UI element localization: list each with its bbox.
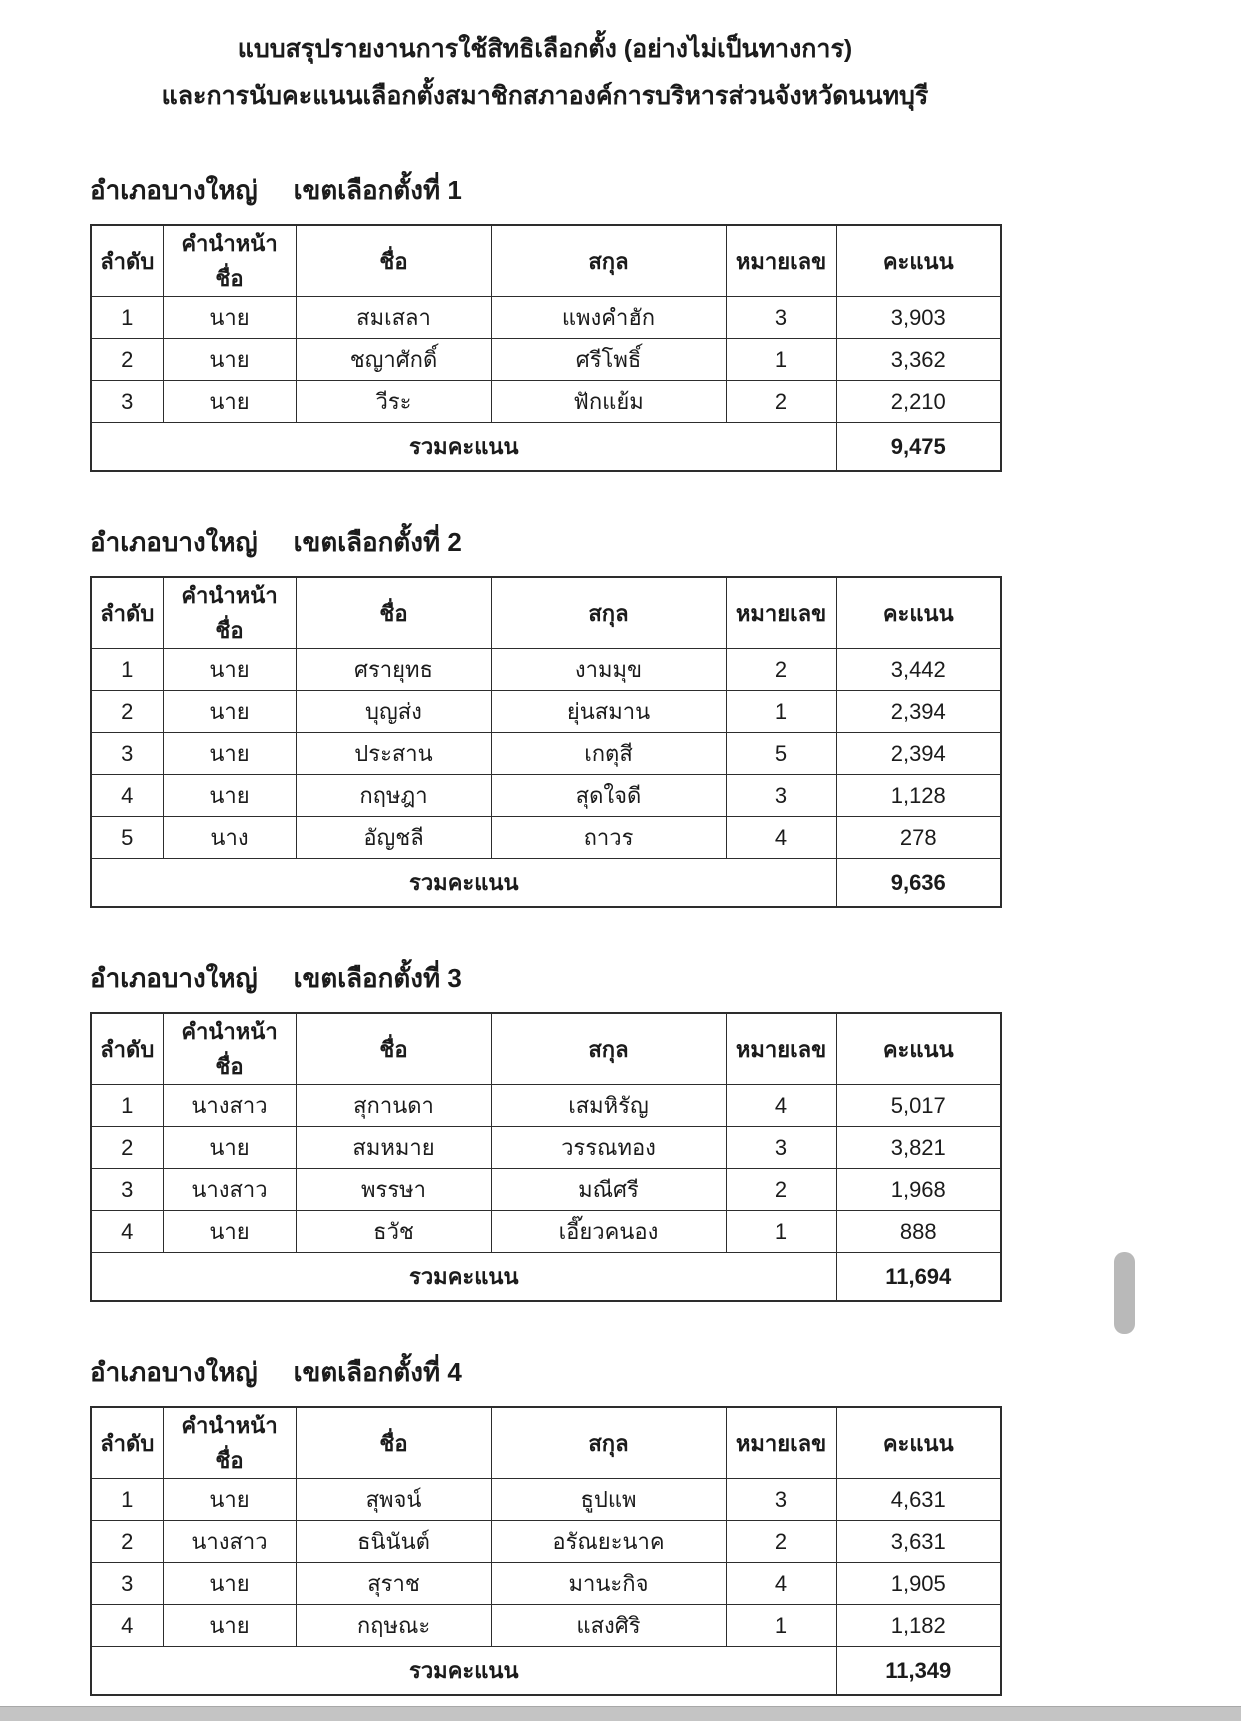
results-table xyxy=(90,224,1002,472)
column-header: หมายเลข xyxy=(726,577,836,649)
vertical-scrollbar-thumb[interactable] xyxy=(1114,1252,1135,1334)
cell-first-name: สุพจน์ xyxy=(296,1479,491,1521)
table-row xyxy=(91,733,1001,775)
cell-score: 5,017 xyxy=(836,1085,1001,1127)
cell-first-name: อัญชลี xyxy=(296,817,491,859)
column-header: สกุล xyxy=(491,225,726,297)
column-header: คำนำหน้าชื่อ xyxy=(163,1013,296,1085)
total-score: 11,694 xyxy=(836,1253,1001,1302)
cell-rank: 1 xyxy=(91,1085,163,1127)
table-row xyxy=(91,1521,1001,1563)
cell-first-name: กฤษณะ xyxy=(296,1605,491,1647)
cell-last-name: เสมหิรัญ xyxy=(491,1085,726,1127)
cell-last-name: มานะกิจ xyxy=(491,1563,726,1605)
cell-title-prefix: นาย xyxy=(163,1479,296,1521)
total-row xyxy=(91,423,1001,472)
district-sections xyxy=(90,172,1000,1696)
cell-last-name: วรรณทอง xyxy=(491,1127,726,1169)
cell-first-name: กฤษฎา xyxy=(296,775,491,817)
zone-name: เขตเลือกตั้งที่ 3 xyxy=(293,963,462,993)
cell-title-prefix: นาง xyxy=(163,817,296,859)
table-row xyxy=(91,1169,1001,1211)
column-header: คำนำหน้าชื่อ xyxy=(163,577,296,649)
cell-title-prefix: นางสาว xyxy=(163,1521,296,1563)
results-table xyxy=(90,576,1002,908)
cell-title-prefix: นาย xyxy=(163,1127,296,1169)
column-header: หมายเลข xyxy=(726,1013,836,1085)
column-header: สกุล xyxy=(491,577,726,649)
cell-rank: 2 xyxy=(91,691,163,733)
cell-last-name: อรัณยะนาค xyxy=(491,1521,726,1563)
cell-first-name: บุญส่ง xyxy=(296,691,491,733)
cell-score: 1,968 xyxy=(836,1169,1001,1211)
cell-last-name: มณีศรี xyxy=(491,1169,726,1211)
cell-candidate-number: 4 xyxy=(726,1563,836,1605)
zone-name: เขตเลือกตั้งที่ 4 xyxy=(293,1357,462,1387)
cell-title-prefix: นาย xyxy=(163,381,296,423)
zone-name: เขตเลือกตั้งที่ 2 xyxy=(293,527,462,557)
column-header: ชื่อ xyxy=(296,1013,491,1085)
cell-candidate-number: 3 xyxy=(726,775,836,817)
header-row xyxy=(91,1013,1001,1085)
column-header: คะแนน xyxy=(836,1013,1001,1085)
cell-rank: 4 xyxy=(91,1605,163,1647)
cell-candidate-number: 1 xyxy=(726,1211,836,1253)
cell-candidate-number: 2 xyxy=(726,1169,836,1211)
column-header: สกุล xyxy=(491,1013,726,1085)
column-header: คำนำหน้าชื่อ xyxy=(163,225,296,297)
total-score: 11,349 xyxy=(836,1647,1001,1696)
total-score: 9,636 xyxy=(836,859,1001,908)
table-row xyxy=(91,817,1001,859)
cell-score: 278 xyxy=(836,817,1001,859)
column-header: ลำดับ xyxy=(91,577,163,649)
header-row xyxy=(91,577,1001,649)
cell-last-name: แสงศิริ xyxy=(491,1605,726,1647)
cell-score: 3,442 xyxy=(836,649,1001,691)
cell-rank: 1 xyxy=(91,649,163,691)
cell-first-name: ศรายุทธ xyxy=(296,649,491,691)
table-row xyxy=(91,381,1001,423)
table-row xyxy=(91,1605,1001,1647)
cell-score: 3,903 xyxy=(836,297,1001,339)
cell-title-prefix: นาย xyxy=(163,775,296,817)
cell-last-name: เอี๊ยวคนอง xyxy=(491,1211,726,1253)
table-row xyxy=(91,691,1001,733)
cell-title-prefix: นาย xyxy=(163,297,296,339)
cell-title-prefix: นาย xyxy=(163,1605,296,1647)
total-row xyxy=(91,1647,1001,1696)
cell-score: 2,394 xyxy=(836,733,1001,775)
cell-score: 1,128 xyxy=(836,775,1001,817)
cell-rank: 1 xyxy=(91,297,163,339)
report-title-line1: แบบสรุปรายงานการใช้สิทธิเลือกตั้ง (อย่างไม่เป็นทางการ) xyxy=(237,35,853,63)
cell-first-name: สมหมาย xyxy=(296,1127,491,1169)
cell-score: 2,394 xyxy=(836,691,1001,733)
district-section-4 xyxy=(90,1354,1000,1696)
cell-candidate-number: 2 xyxy=(726,381,836,423)
cell-title-prefix: นาย xyxy=(163,339,296,381)
total-label: รวมคะแนน xyxy=(91,859,836,908)
cell-title-prefix: นาย xyxy=(163,1563,296,1605)
cell-first-name: ชญาศักดิ์ xyxy=(296,339,491,381)
cell-score: 4,631 xyxy=(836,1479,1001,1521)
cell-first-name: พรรษา xyxy=(296,1169,491,1211)
district-section-1 xyxy=(90,172,1000,472)
cell-last-name: ถาวร xyxy=(491,817,726,859)
header-row xyxy=(91,1407,1001,1479)
total-row xyxy=(91,859,1001,908)
header-row xyxy=(91,225,1001,297)
cell-score: 1,182 xyxy=(836,1605,1001,1647)
cell-last-name: งามมุข xyxy=(491,649,726,691)
cell-candidate-number: 3 xyxy=(726,1479,836,1521)
cell-candidate-number: 3 xyxy=(726,297,836,339)
table-row xyxy=(91,649,1001,691)
cell-score: 2,210 xyxy=(836,381,1001,423)
district-name: อำเภอบางใหญ่ xyxy=(90,963,258,993)
cell-last-name: ธูปแพ xyxy=(491,1479,726,1521)
column-header: หมายเลข xyxy=(726,225,836,297)
cell-last-name: ยุ่นสมาน xyxy=(491,691,726,733)
column-header: ชื่อ xyxy=(296,225,491,297)
district-name: อำเภอบางใหญ่ xyxy=(90,527,258,557)
table-row xyxy=(91,339,1001,381)
cell-candidate-number: 5 xyxy=(726,733,836,775)
cell-score: 1,905 xyxy=(836,1563,1001,1605)
column-header: ลำดับ xyxy=(91,225,163,297)
report-title-line2: และการนับคะแนนเลือกตั้งสมาชิกสภาองค์การบริหารส่วนจังหวัดนนทบุรี xyxy=(161,82,929,110)
total-label: รวมคะแนน xyxy=(91,423,836,472)
cell-candidate-number: 2 xyxy=(726,1521,836,1563)
table-row xyxy=(91,1211,1001,1253)
total-label: รวมคะแนน xyxy=(91,1253,836,1302)
viewport-bottom-bar xyxy=(0,1706,1241,1721)
cell-last-name: ฟักแย้ม xyxy=(491,381,726,423)
cell-last-name: แพงคำฮัก xyxy=(491,297,726,339)
column-header: ชื่อ xyxy=(296,1407,491,1479)
cell-title-prefix: นางสาว xyxy=(163,1169,296,1211)
cell-last-name: เกตุสี xyxy=(491,733,726,775)
cell-candidate-number: 2 xyxy=(726,649,836,691)
cell-candidate-number: 1 xyxy=(726,1605,836,1647)
cell-rank: 2 xyxy=(91,1521,163,1563)
section-heading xyxy=(90,172,1000,208)
table-row xyxy=(91,297,1001,339)
cell-first-name: ธนินันต์ xyxy=(296,1521,491,1563)
cell-last-name: สุดใจดี xyxy=(491,775,726,817)
table-row xyxy=(91,1479,1001,1521)
cell-rank: 3 xyxy=(91,381,163,423)
total-label: รวมคะแนน xyxy=(91,1647,836,1696)
zone-name: เขตเลือกตั้งที่ 1 xyxy=(293,175,462,205)
column-header: สกุล xyxy=(491,1407,726,1479)
cell-rank: 3 xyxy=(91,1169,163,1211)
cell-score: 3,821 xyxy=(836,1127,1001,1169)
cell-rank: 3 xyxy=(91,733,163,775)
cell-rank: 1 xyxy=(91,1479,163,1521)
total-row xyxy=(91,1253,1001,1302)
table-row xyxy=(91,1085,1001,1127)
table-row xyxy=(91,1127,1001,1169)
cell-first-name: ประสาน xyxy=(296,733,491,775)
results-table xyxy=(90,1012,1002,1302)
report-content xyxy=(90,26,1000,1696)
column-header: คะแนน xyxy=(836,1407,1001,1479)
cell-first-name: วีระ xyxy=(296,381,491,423)
district-name: อำเภอบางใหญ่ xyxy=(90,1357,258,1387)
cell-title-prefix: นางสาว xyxy=(163,1085,296,1127)
cell-title-prefix: นาย xyxy=(163,691,296,733)
cell-rank: 2 xyxy=(91,339,163,381)
table-row xyxy=(91,775,1001,817)
cell-rank: 4 xyxy=(91,775,163,817)
column-header: ลำดับ xyxy=(91,1013,163,1085)
cell-score: 3,631 xyxy=(836,1521,1001,1563)
cell-first-name: สุราช xyxy=(296,1563,491,1605)
cell-first-name: สุกานดา xyxy=(296,1085,491,1127)
section-heading xyxy=(90,524,1000,560)
district-section-2 xyxy=(90,524,1000,908)
column-header: คำนำหน้าชื่อ xyxy=(163,1407,296,1479)
cell-candidate-number: 4 xyxy=(726,1085,836,1127)
column-header: หมายเลข xyxy=(726,1407,836,1479)
total-score: 9,475 xyxy=(836,423,1001,472)
section-heading xyxy=(90,960,1000,996)
cell-score: 888 xyxy=(836,1211,1001,1253)
column-header: ชื่อ xyxy=(296,577,491,649)
cell-candidate-number: 4 xyxy=(726,817,836,859)
cell-first-name: ธวัช xyxy=(296,1211,491,1253)
cell-candidate-number: 1 xyxy=(726,339,836,381)
cell-title-prefix: นาย xyxy=(163,1211,296,1253)
results-table xyxy=(90,1406,1002,1696)
cell-title-prefix: นาย xyxy=(163,733,296,775)
cell-score: 3,362 xyxy=(836,339,1001,381)
cell-candidate-number: 1 xyxy=(726,691,836,733)
cell-first-name: สมเสลา xyxy=(296,297,491,339)
table-row xyxy=(91,1563,1001,1605)
column-header: คะแนน xyxy=(836,577,1001,649)
district-section-3 xyxy=(90,960,1000,1302)
cell-title-prefix: นาย xyxy=(163,649,296,691)
cell-rank: 2 xyxy=(91,1127,163,1169)
cell-rank: 5 xyxy=(91,817,163,859)
column-header: ลำดับ xyxy=(91,1407,163,1479)
cell-rank: 4 xyxy=(91,1211,163,1253)
section-heading xyxy=(90,1354,1000,1390)
district-name: อำเภอบางใหญ่ xyxy=(90,175,258,205)
cell-candidate-number: 3 xyxy=(726,1127,836,1169)
column-header: คะแนน xyxy=(836,225,1001,297)
cell-last-name: ศรีโพธิ์ xyxy=(491,339,726,381)
cell-rank: 3 xyxy=(91,1563,163,1605)
